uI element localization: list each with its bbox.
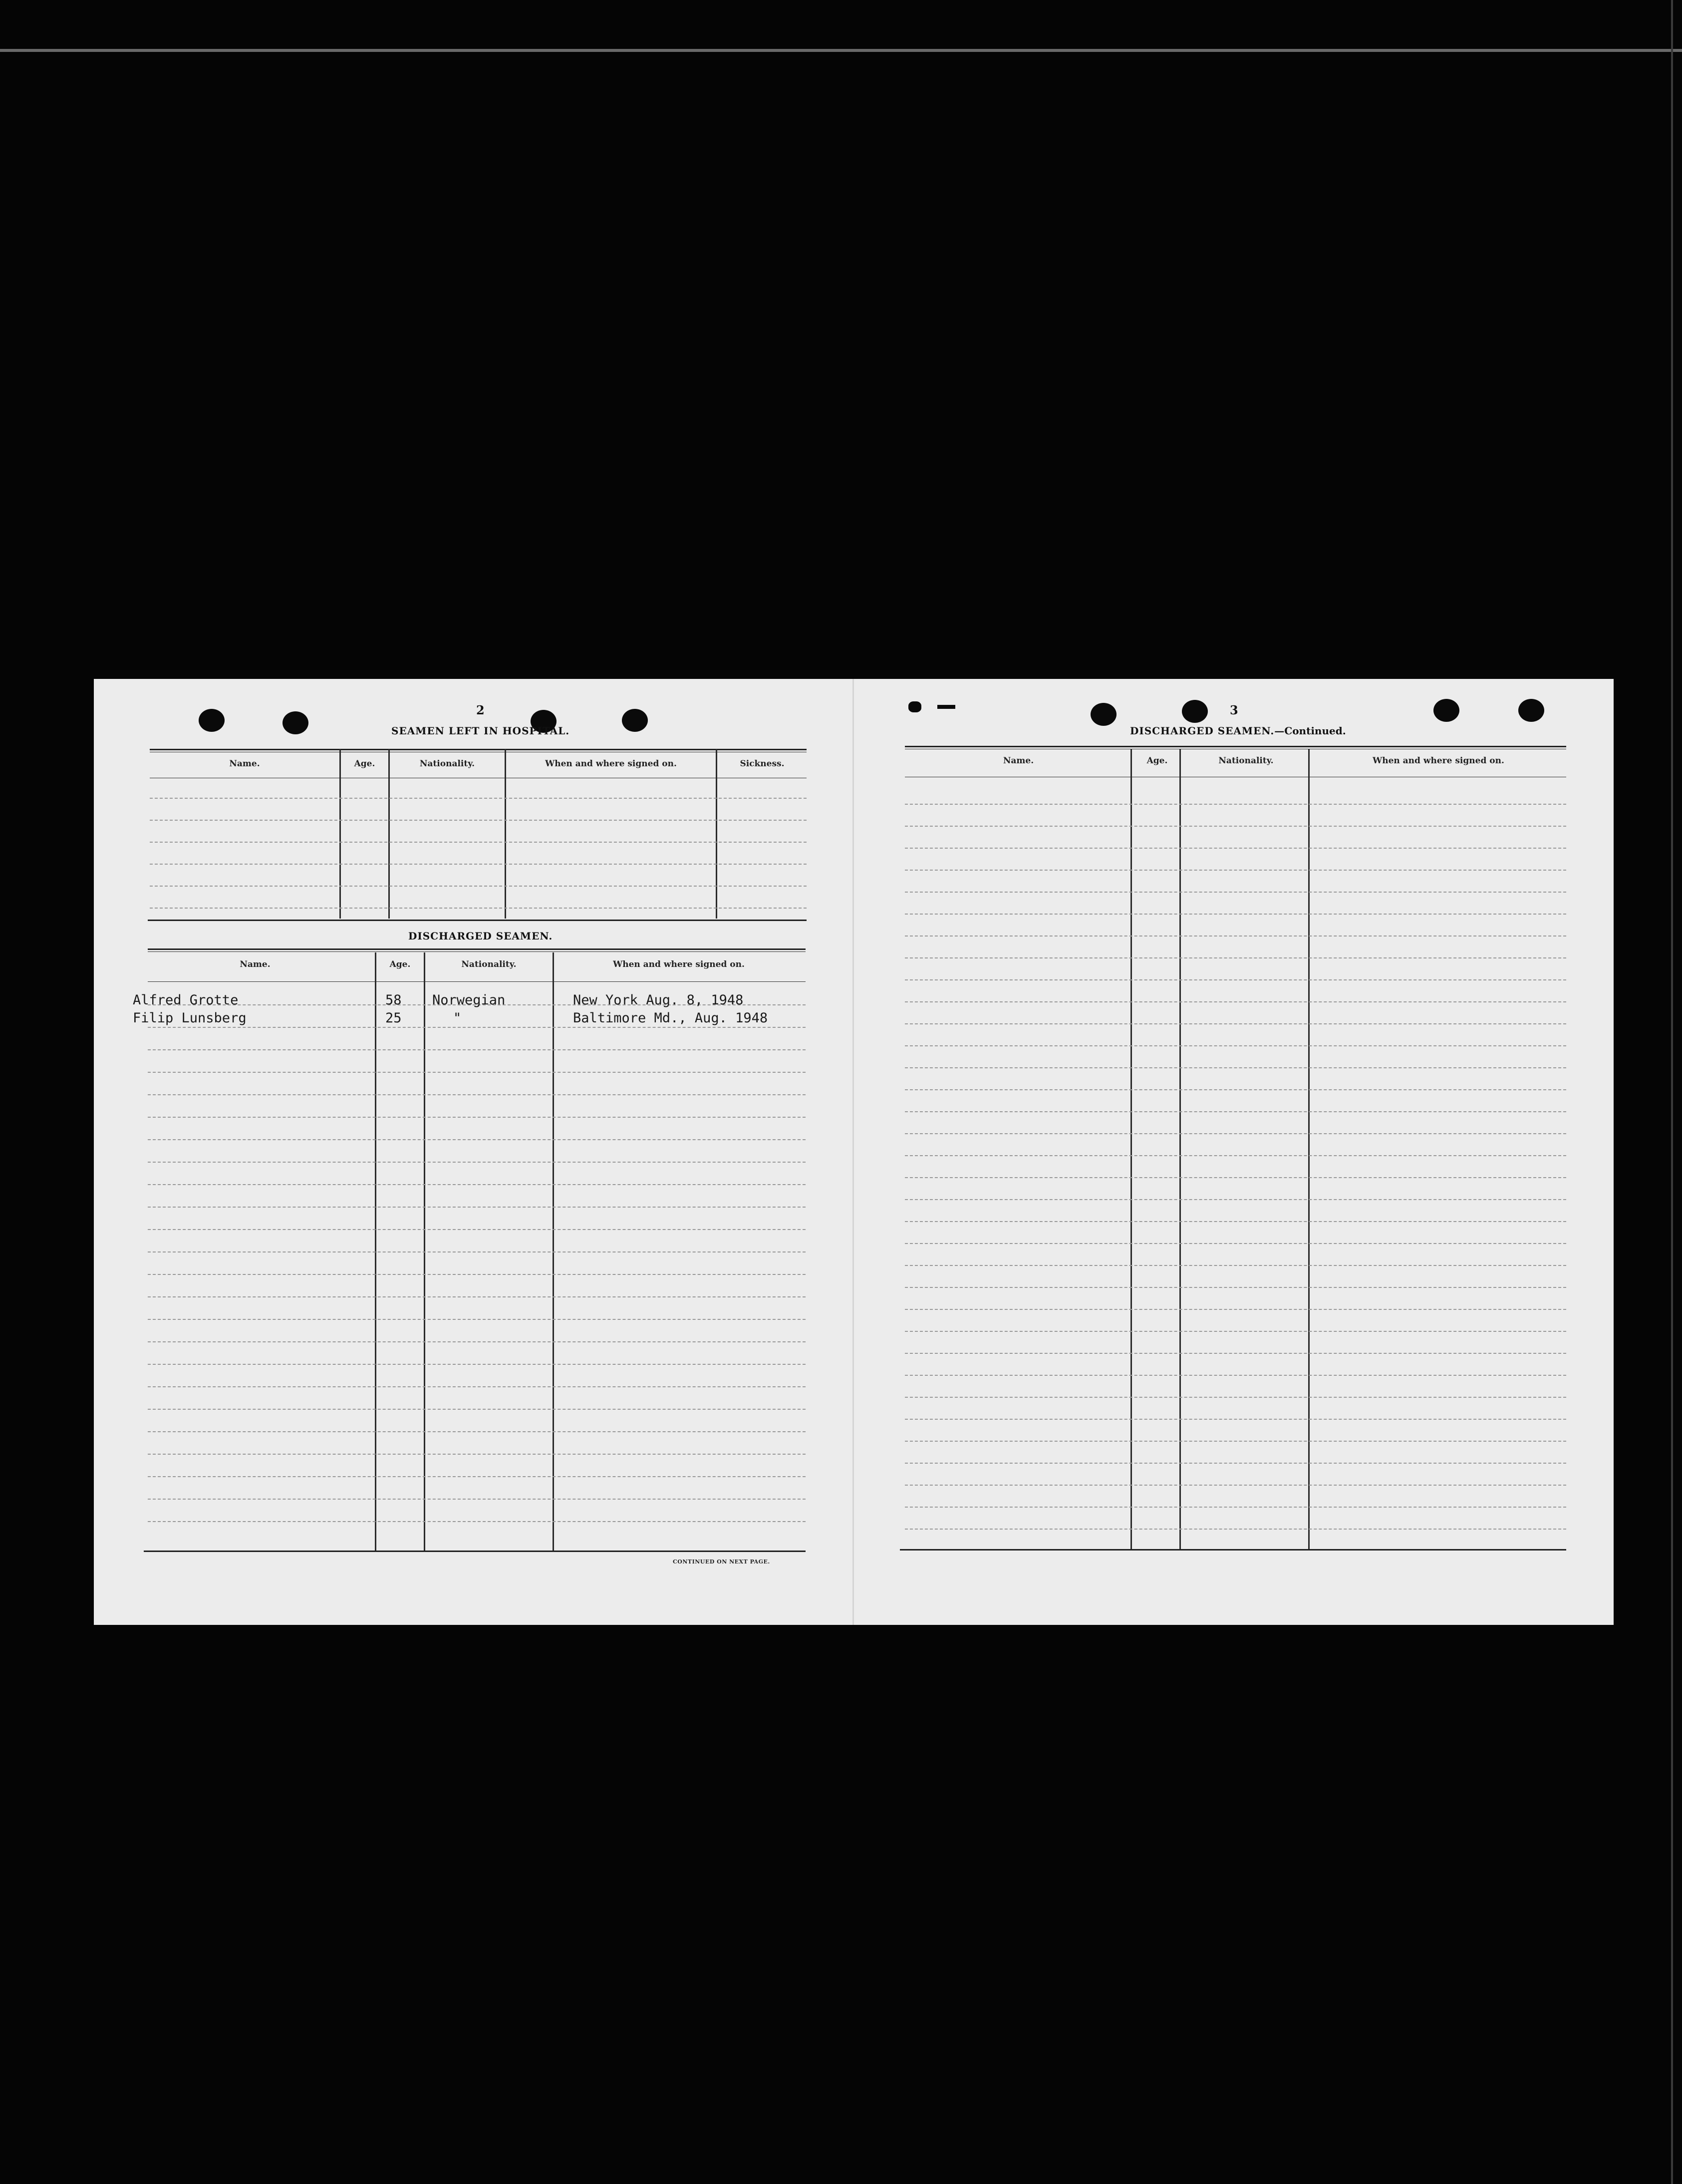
seaman-signed-on: Baltimore Md., Aug. 1948	[573, 1010, 768, 1026]
hospital-col-signed-on: When and where signed on.	[545, 759, 677, 769]
seaman-name: Filip Lunsberg	[133, 1010, 247, 1026]
ruled-line	[905, 1529, 1566, 1530]
hospital-col-sickness: Sickness.	[740, 759, 785, 769]
discharged-section-title: DISCHARGED SEAMEN.	[408, 930, 553, 942]
ruled-line	[148, 1476, 806, 1477]
ruled-line	[905, 1001, 1566, 1002]
discharged-table-top-rule	[148, 948, 806, 950]
ruled-line	[905, 914, 1566, 915]
ruled-line	[905, 957, 1566, 958]
page-number-left: 2	[476, 703, 485, 717]
ruled-line	[148, 1274, 806, 1275]
seaman-nationality: "	[453, 1010, 462, 1026]
ruled-line	[905, 1177, 1566, 1178]
ruled-line	[148, 1117, 806, 1118]
ruled-line	[150, 820, 807, 821]
discharged-col-age: Age.	[389, 959, 411, 969]
discharged-table-bottom-rule	[144, 1551, 806, 1552]
ruled-line	[148, 1364, 806, 1365]
ruled-line	[150, 842, 807, 843]
ruled-line	[905, 1243, 1566, 1244]
ruled-line	[905, 1155, 1566, 1156]
ruled-line	[905, 1067, 1566, 1068]
ruled-line	[905, 1133, 1566, 1134]
document-spread	[94, 679, 1614, 1625]
ruled-line	[905, 1023, 1566, 1024]
seaman-name: Alfred Grotte	[133, 992, 239, 1008]
ruled-line	[150, 908, 807, 909]
seaman-signed-on: New York Aug. 8, 1948	[573, 992, 744, 1008]
right-col-name: Name.	[1003, 756, 1034, 766]
discharged-col-nationality: Nationality.	[461, 959, 517, 969]
ruled-line	[148, 1341, 806, 1342]
hospital-col-divider	[505, 749, 506, 919]
ruled-line	[148, 1184, 806, 1185]
right-col-divider	[1179, 749, 1181, 1551]
ruled-line	[905, 1221, 1566, 1222]
ruled-line	[148, 1027, 806, 1028]
right-col-signed-on: When and where signed on.	[1373, 756, 1504, 766]
punch-hole	[622, 709, 648, 732]
ruled-line	[148, 1207, 806, 1208]
discharged-continued-title	[1130, 725, 1346, 737]
punch-hole	[1091, 703, 1117, 726]
ruled-line	[148, 1072, 806, 1073]
ruled-line	[905, 1397, 1566, 1398]
film-edge-line	[0, 49, 1682, 52]
ruled-line	[905, 1089, 1566, 1090]
seaman-age: 25	[385, 1010, 402, 1026]
ruled-line	[905, 1441, 1566, 1442]
ruled-line	[905, 1353, 1566, 1354]
ruled-line	[148, 1049, 806, 1050]
ruled-line	[148, 1386, 806, 1387]
ruled-line	[148, 1139, 806, 1140]
seaman-age: 58	[385, 992, 402, 1008]
hospital-col-name: Name.	[229, 759, 260, 769]
ink-blot	[908, 701, 921, 712]
punch-hole	[1433, 699, 1459, 722]
ruled-line	[905, 1045, 1566, 1046]
seaman-nationality: Norwegian	[432, 992, 506, 1008]
ruled-line	[905, 1375, 1566, 1376]
hospital-col-divider	[339, 749, 341, 919]
ruled-line	[150, 798, 807, 799]
ruled-line	[905, 1111, 1566, 1112]
hospital-section-title: SEAMEN LEFT IN HOSPITAL.	[391, 725, 570, 737]
discharged-col-signed-on: When and where signed on.	[613, 959, 745, 969]
ruled-line	[905, 1265, 1566, 1266]
punch-hole	[282, 711, 308, 734]
ruled-line	[905, 1419, 1566, 1420]
right-col-nationality: Nationality.	[1218, 756, 1274, 766]
ink-blot	[937, 705, 955, 709]
right-table-top-rule	[905, 746, 1566, 747]
ruled-line	[150, 886, 807, 887]
ruled-line	[905, 1287, 1566, 1288]
ruled-line	[905, 1309, 1566, 1310]
ruled-line	[148, 1251, 806, 1252]
hospital-table-bottom-rule	[148, 920, 807, 921]
right-col-divider	[1308, 749, 1310, 1551]
hospital-col-nationality: Nationality.	[419, 759, 475, 769]
page-number-right: 3	[1230, 703, 1238, 717]
hospital-col-divider	[716, 749, 717, 919]
ruled-line	[905, 1199, 1566, 1200]
section-title: DISCHARGED SEAMEN.	[1130, 725, 1275, 737]
ruled-line	[905, 870, 1566, 871]
ruled-line	[905, 1485, 1566, 1486]
ruled-line	[148, 1296, 806, 1297]
ruled-line	[905, 979, 1566, 980]
ruled-line	[905, 1507, 1566, 1508]
punch-hole	[1518, 699, 1544, 722]
ruled-line	[905, 892, 1566, 893]
ruled-line	[905, 804, 1566, 805]
punch-hole	[199, 709, 225, 732]
page-fold	[852, 679, 854, 1625]
ruled-line	[148, 1454, 806, 1455]
ruled-line	[148, 1162, 806, 1163]
hospital-col-divider	[388, 749, 390, 919]
ruled-line	[905, 826, 1566, 827]
hospital-table-top-rule	[150, 749, 807, 750]
hospital-col-age: Age.	[354, 759, 375, 769]
film-edge-line-right	[1671, 0, 1673, 2184]
ruled-line	[148, 1499, 806, 1500]
right-table-bottom-rule	[900, 1549, 1566, 1551]
continued-note: CONTINUED ON NEXT PAGE.	[673, 1559, 770, 1565]
right-col-divider	[1130, 749, 1132, 1551]
ruled-line	[148, 1094, 806, 1095]
ruled-line	[905, 1463, 1566, 1464]
ruled-line	[148, 1319, 806, 1320]
ruled-line	[905, 1331, 1566, 1332]
ruled-line	[148, 1409, 806, 1410]
ruled-line	[148, 1229, 806, 1230]
ruled-line	[905, 848, 1566, 849]
section-title-suffix: —Continued.	[1274, 725, 1346, 737]
punch-hole	[1182, 700, 1208, 723]
right-col-age: Age.	[1146, 756, 1168, 766]
ruled-line	[150, 864, 807, 865]
ruled-line	[148, 1431, 806, 1432]
ruled-line	[148, 1521, 806, 1522]
discharged-col-name: Name.	[240, 959, 271, 969]
